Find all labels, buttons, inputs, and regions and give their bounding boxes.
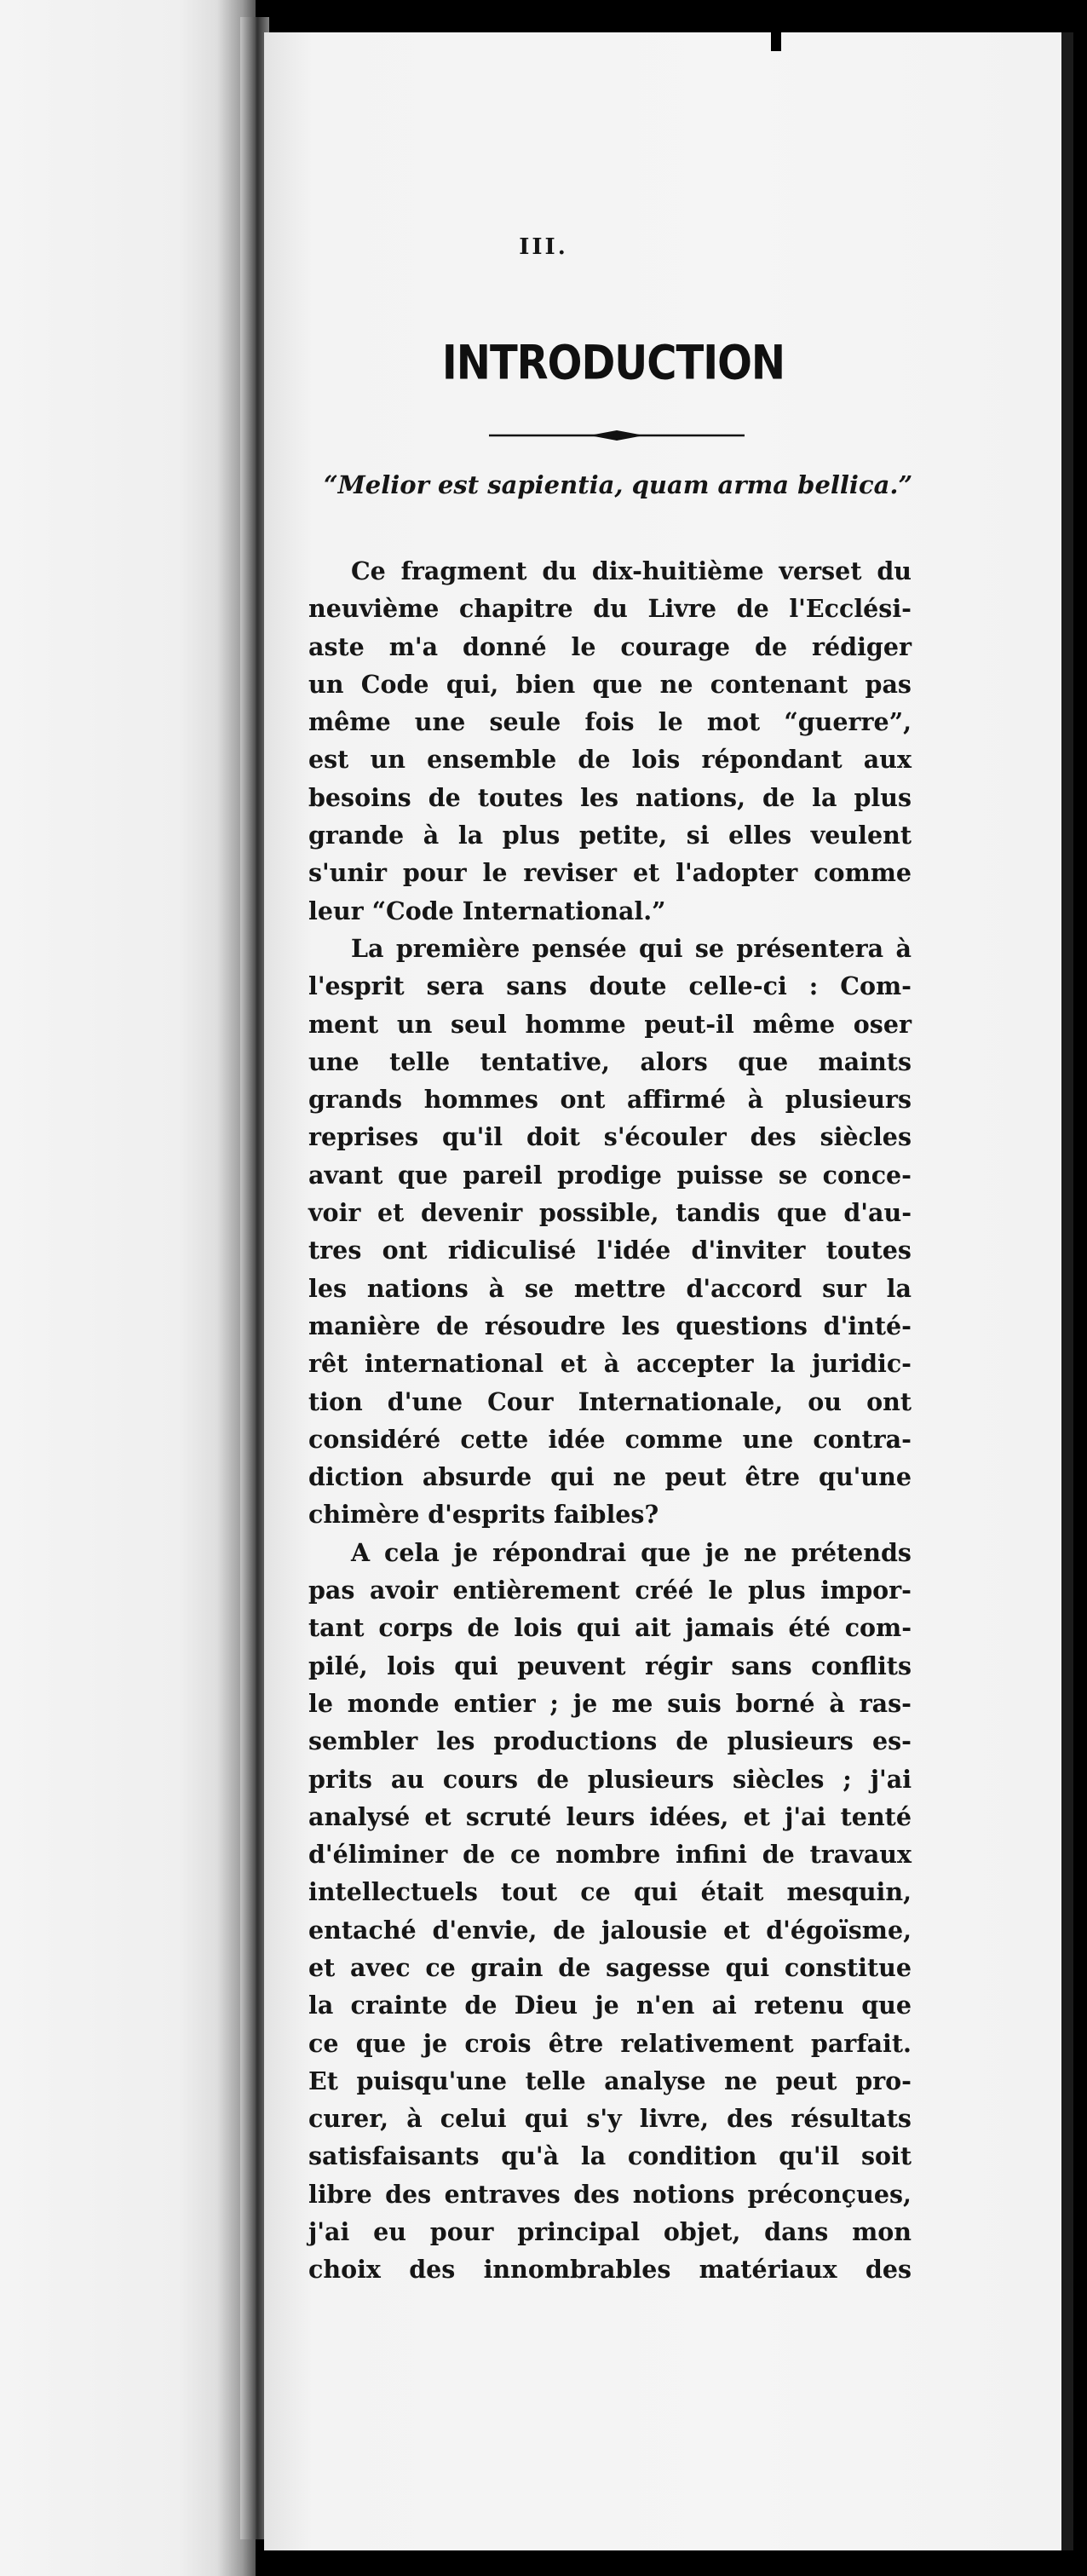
text-line: aste m'a donné le courage de rédiger bbox=[308, 631, 912, 661]
chapter-heading: INTRODUCTION bbox=[441, 335, 785, 391]
text-line: tres ont ridiculisé l'idée d'inviter toutes bbox=[308, 1236, 912, 1265]
text-line: la crainte de Dieu je n'en ai retenu que bbox=[308, 1991, 912, 2020]
text-line: un Code qui, bien que ne contenant pas bbox=[308, 669, 912, 699]
text-line: avant que pareil prodige puisse se conce- bbox=[308, 1160, 912, 1190]
text-line: besoins de toutes les nations, de la plus bbox=[308, 782, 912, 812]
text-line: même une seule fois le mot “guerre”, bbox=[308, 707, 912, 737]
text-line: ce que je crois être relativement parfait. bbox=[308, 2028, 912, 2058]
text-line: tant corps de lois qui ait jamais été com- bbox=[308, 1613, 912, 1643]
text-line: et avec ce grain de sagesse qui constitue bbox=[308, 1952, 912, 1982]
text-line: pilé, lois qui peuvent régir sans conflits bbox=[308, 1651, 912, 1680]
text-line: le monde entier ; je me suis borné à ras- bbox=[308, 1688, 912, 1718]
epigraph: “Melior est sapientia, quam arma bellica.” bbox=[324, 470, 913, 499]
text-line: voir et devenir possible, tandis que d'au- bbox=[308, 1198, 912, 1228]
body-text bbox=[308, 552, 912, 2289]
text-line: entaché d'envie, de jalousie et d'égoïsme, bbox=[308, 1915, 912, 1945]
text-line: intellectuels tout ce qui était mesquin, bbox=[308, 1877, 912, 1907]
text-line: manière de résoudre les questions d'inté- bbox=[308, 1311, 912, 1340]
text-line: grande à la plus petite, si elles veulent bbox=[308, 821, 912, 850]
text-line: libre des entraves des notions préconçues, bbox=[308, 2179, 912, 2209]
text-line: l'esprit sera sans doute celle-ci : Com- bbox=[308, 971, 912, 1001]
text-line: A cela je répondrai que je ne prétends bbox=[351, 1537, 912, 1567]
text-line: curer, à celui qui s'y livre, des résultats bbox=[308, 2104, 912, 2134]
text-line: tion d'une Cour Internationale, ou ont bbox=[308, 1386, 912, 1416]
text-line: La première pensée qui se présentera à bbox=[351, 933, 912, 963]
text-line: diction absurde qui ne peut être qu'une bbox=[308, 1462, 912, 1492]
text-line: grands hommes ont affirmé à plusieurs bbox=[308, 1085, 912, 1115]
text-line: considéré cette idée comme une contra- bbox=[308, 1424, 912, 1454]
text-line: les nations à se mettre d'accord sur la bbox=[308, 1273, 912, 1303]
page-number: III. bbox=[519, 234, 568, 260]
text-line: satisfaisants qu'à la condition qu'il soit bbox=[308, 2141, 912, 2171]
text-line: pas avoir entièrement créé le plus impor- bbox=[308, 1576, 912, 1605]
text-line: Et puisqu'une telle analyse ne peut pro- bbox=[308, 2066, 912, 2095]
text-line: est un ensemble de lois répondant aux bbox=[308, 745, 912, 775]
text-line: Ce fragment du dix-huitième verset du bbox=[351, 556, 912, 585]
text-line: d'éliminer de ce nombre infini de travaux bbox=[308, 1840, 912, 1870]
ornament-divider bbox=[489, 428, 745, 443]
text-line: neuvième chapitre du Livre de l'Ecclési- bbox=[308, 594, 912, 624]
text-line: une telle tentative, alors que maints bbox=[308, 1046, 912, 1076]
text-line: analysé et scruté leurs idées, et j'ai tenté bbox=[308, 1801, 912, 1831]
scan-bottom-edge bbox=[256, 2550, 1087, 2576]
text-line: reprises qu'il doit s'écouler des siècles bbox=[308, 1122, 912, 1152]
page-notch bbox=[771, 32, 781, 51]
text-line: s'unir pour le reviser et l'adopter comme bbox=[308, 858, 912, 888]
text-line: ment un seul homme peut-il même oser bbox=[308, 1009, 912, 1039]
text-line: chimère d'esprits faibles? bbox=[308, 1500, 659, 1530]
text-line: choix des innombrables matériaux des bbox=[308, 2255, 912, 2285]
text-line: leur “Code International.” bbox=[308, 896, 666, 925]
text-line: sembler les productions de plusieurs es- bbox=[308, 1726, 912, 1756]
text-line: rêt international et à accepter la juridic- bbox=[308, 1349, 912, 1379]
text-line: prits au cours de plusieurs siècles ; j'ai bbox=[308, 1764, 912, 1794]
text-line: j'ai eu pour principal objet, dans mon bbox=[308, 2217, 912, 2247]
